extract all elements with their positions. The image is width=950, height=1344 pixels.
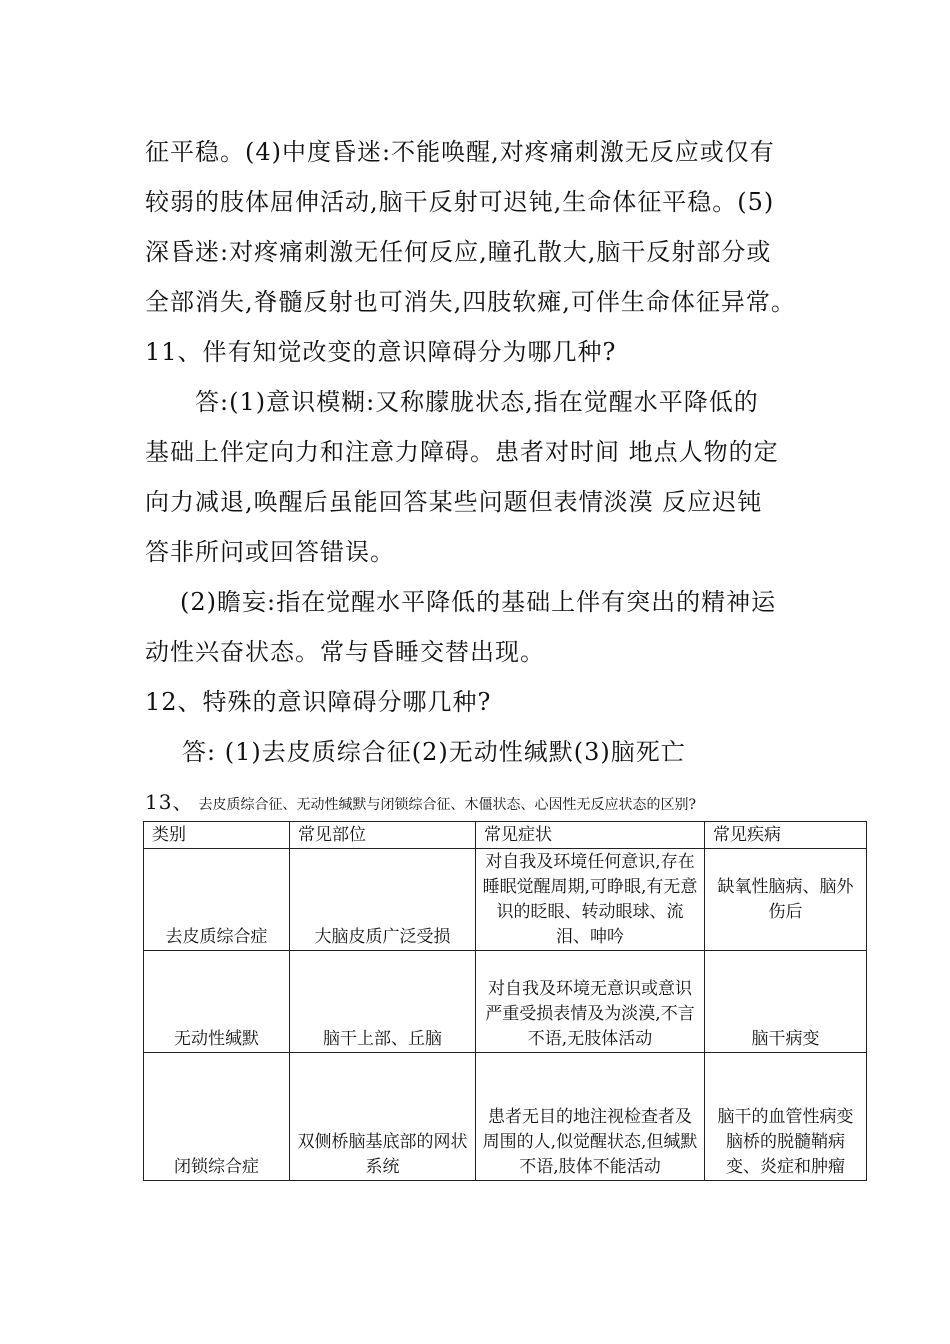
answer-11-line-2: 基础上伴定向力和注意力障碍。患者对时间 地点人物的定 bbox=[145, 438, 779, 466]
header-site: 常见部位 bbox=[290, 822, 476, 849]
header-disease: 常见疾病 bbox=[705, 822, 867, 849]
answer-11-line-5: (2)瞻妄:指在觉醒水平降低的基础上伴有突出的精神运 bbox=[180, 588, 777, 616]
paragraph-line-3: 深昏迷:对疼痛刺激无任何反应,瞳孔散大,脑干反射部分或 bbox=[145, 238, 772, 266]
cell-category: 无动性缄默 bbox=[144, 951, 290, 1053]
question-13-number: 13、 bbox=[145, 790, 194, 814]
cell-category: 闭锁综合症 bbox=[144, 1053, 290, 1181]
cell-site: 双侧桥脑基底部的网状系统 bbox=[290, 1053, 476, 1181]
answer-11-line-4: 答非所问或回答错误。 bbox=[145, 538, 395, 566]
answer-12: 答: (1)去皮质综合征(2)无动性缄默(3)脑死亡 bbox=[182, 738, 686, 766]
cell-disease: 缺氧性脑病、脑外伤后 bbox=[705, 849, 867, 951]
comparison-table bbox=[143, 821, 867, 1181]
header-symptoms: 常见症状 bbox=[476, 822, 705, 849]
answer-11-line-6: 动性兴奋状态。常与昏睡交替出现。 bbox=[145, 638, 545, 666]
cell-symptoms: 对自我及环境无意识或意识严重受损表情及为淡漠,不言不语,无肢体活动 bbox=[476, 951, 705, 1053]
question-12-heading: 12、特殊的意识障碍分哪几种? bbox=[145, 688, 492, 716]
question-13-heading bbox=[145, 786, 696, 815]
cell-site: 大脑皮质广泛受损 bbox=[290, 849, 476, 951]
table-row bbox=[144, 951, 867, 1053]
answer-11-line-1: 答:(1)意识模糊:又称朦胧状态,指在觉醒水平降低的 bbox=[170, 388, 759, 416]
cell-symptoms: 对自我及环境任何意识,存在睡眠觉醒周期,可睁眼,有无意识的眨眼、转动眼球、流泪、呻吟 bbox=[476, 849, 705, 951]
cell-disease: 脑干的血管性病变脑桥的脱髓鞘病变、炎症和肿瘤 bbox=[705, 1053, 867, 1181]
paragraph-line-1: 征平稳。(4)中度昏迷:不能唤醒,对疼痛刺激无反应或仅有 bbox=[145, 138, 775, 166]
paragraph-line-2: 较弱的肢体屈伸活动,脑干反射可迟钝,生命体征平稳。(5) bbox=[145, 188, 775, 216]
question-13-text: 去皮质综合征、无动性缄默与闭锁综合征、木僵状态、心因性无反应状态的区别? bbox=[198, 797, 697, 813]
table-row bbox=[144, 1053, 867, 1181]
cell-site: 脑干上部、丘脑 bbox=[290, 951, 476, 1053]
table-header-row bbox=[144, 822, 867, 849]
paragraph-line-4: 全部消失,脊髓反射也可消失,四肢软瘫,可伴生命体征异常。 bbox=[145, 288, 796, 316]
table-row bbox=[144, 849, 867, 951]
cell-category: 去皮质综合症 bbox=[144, 849, 290, 951]
header-category: 类别 bbox=[144, 822, 290, 849]
answer-11-line-3: 向力减退,唤醒后虽能回答某些问题但表情淡漠 反应迟钝 bbox=[145, 488, 763, 516]
cell-disease: 脑干病变 bbox=[705, 951, 867, 1053]
question-11-heading: 11、伴有知觉改变的意识障碍分为哪几种? bbox=[145, 338, 617, 366]
cell-symptoms: 患者无目的地注视检查者及周围的人,似觉醒状态,但缄默不语,肢体不能活动 bbox=[476, 1053, 705, 1181]
